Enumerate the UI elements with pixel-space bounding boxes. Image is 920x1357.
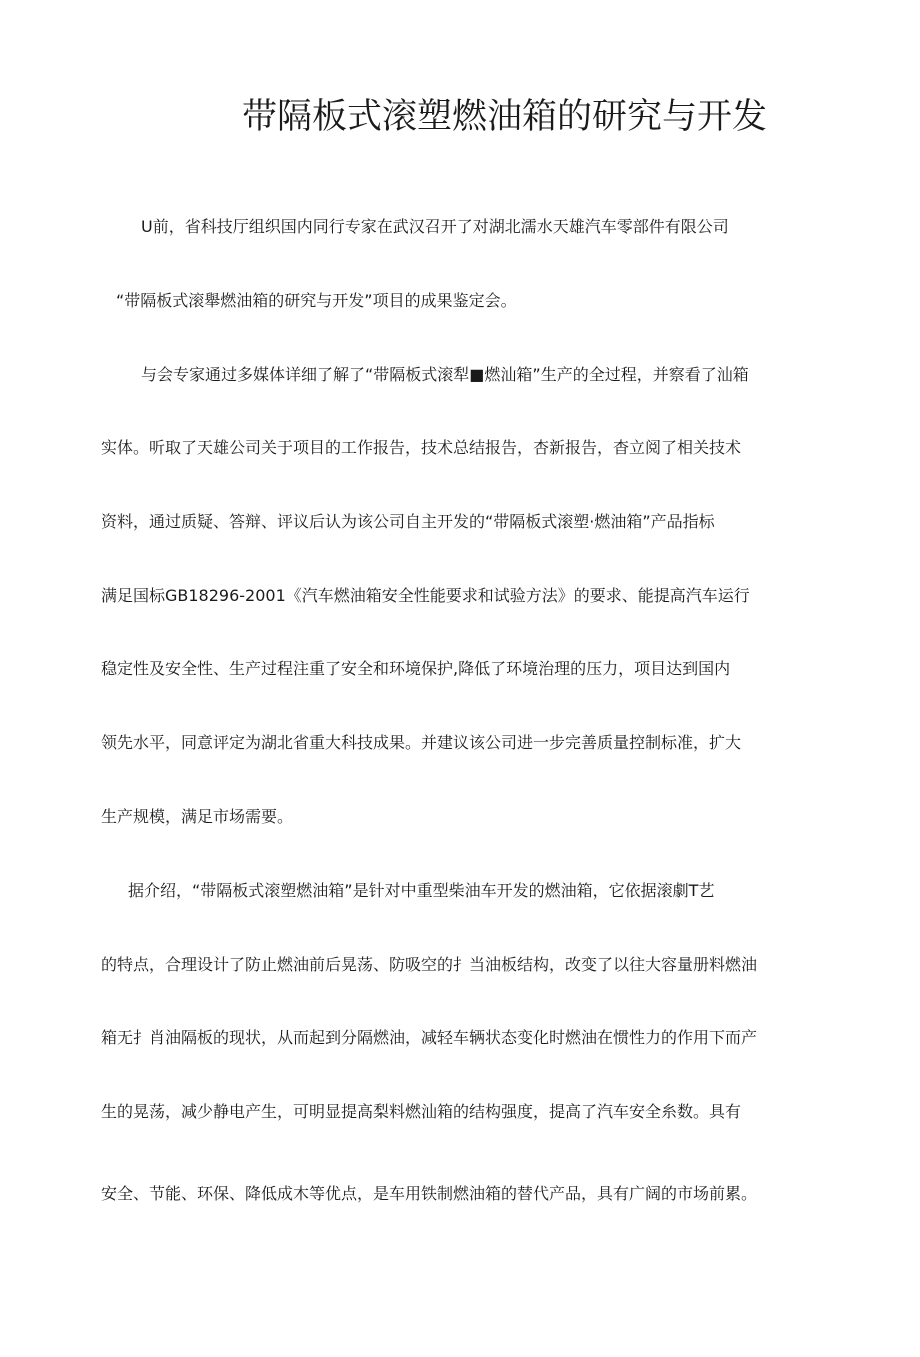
body-line-14: 安全、节能、环保、降低成木等优点，是车用铁制燃油箱的替代产品，具有广阔的市场前累。 bbox=[101, 1184, 758, 1203]
body-line-1: U前，省科技厅组织国内同行专家在武汉召开了对湖北濡水天雄汽车零部件有限公司 bbox=[141, 217, 729, 236]
body-line-10: 据介绍，“带隔板式滚塑燃油箱”是针对中重型柴油车开发的燃油箱，它依据滚劇T艺 bbox=[128, 881, 715, 900]
body-line-7: 稳定性及安全性、生产过程注重了安全和环境保护,降低了环境治理的压力，项目达到国内 bbox=[101, 659, 731, 678]
body-line-4: 实体。听取了天雄公司关于项目的工作报告，技术总结报告，杏新报告，杳立阅了相关技术 bbox=[101, 438, 742, 457]
body-line-8: 领先水平，同意评定为湖北省重大科技成果。并建议该公司进一步完善质量控制标准，扩大 bbox=[101, 733, 742, 752]
document-title: 带隔板式滚塑燃油箱的研究与开发 bbox=[242, 97, 768, 137]
body-line-13: 生的晃荡，减少静电产生，可明显提高梨料燃汕箱的结构强度，提高了汽车安全糸数。具有 bbox=[101, 1102, 742, 1121]
body-line-9: 生产规模，满足市场需要。 bbox=[101, 807, 294, 826]
body-line-11: 的特点，合理设计了防止燃油前后晃荡、防吸空的扌当油板结构，改变了以往大容量册料燃油 bbox=[101, 955, 758, 974]
body-line-12: 箱无扌肖油隔板的现状，从而起到分隔燃油，减轻车辆状态变化时燃油在惯性力的作用下而产 bbox=[101, 1028, 758, 1047]
body-line-2: “带隔板式滚舉燃油箱的研究与开发”项目的成果鉴定会。 bbox=[116, 291, 517, 310]
body-line-5: 资料，通过质疑、答辩、评议后认为该公司自主开发的“带隔板式滚塑·燃油箱”产品指标 bbox=[101, 512, 715, 531]
body-line-3: 与会专家通过多媒体详细了解了“带隔板式滚犁■燃汕箱”生产的全过程，并察看了汕箱 bbox=[141, 365, 749, 384]
body-line-6: 满足国标GB18296-2001《汽车燃油箱安全性能要求和试验方法》的要求、能提高汽车运行 bbox=[101, 586, 750, 605]
